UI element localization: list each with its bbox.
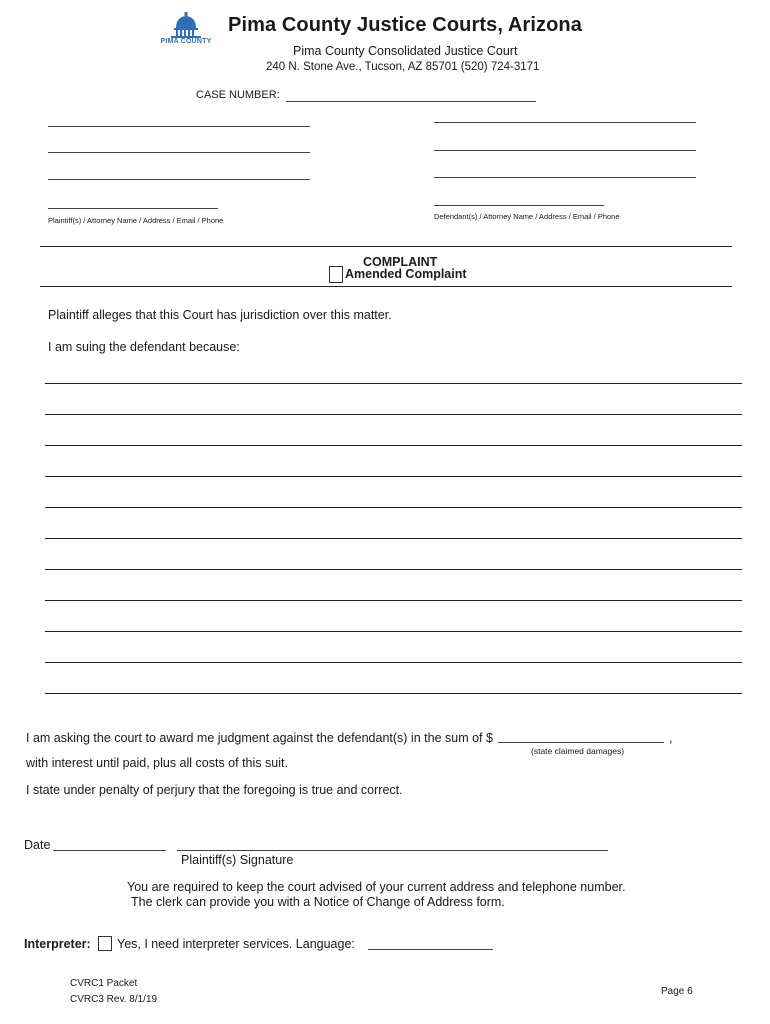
defendant-line-2[interactable] <box>434 150 696 151</box>
suing-statement: I am suing the defendant because: <box>48 340 240 354</box>
signature-field[interactable] <box>177 850 608 851</box>
amended-complaint-checkbox[interactable] <box>329 266 343 283</box>
plaintiff-line-3[interactable] <box>48 179 310 180</box>
case-number-field[interactable] <box>286 101 536 102</box>
reason-line-9[interactable] <box>45 631 742 632</box>
reason-line-5[interactable] <box>45 507 742 508</box>
address-notice-line-2: The clerk can provide you with a Notice of Change of Address form. <box>131 895 505 909</box>
reason-line-7[interactable] <box>45 569 742 570</box>
divider-top <box>40 246 732 247</box>
signature-caption: Plaintiff(s) Signature <box>181 853 294 867</box>
defendant-line-4[interactable] <box>434 205 604 206</box>
reason-line-4[interactable] <box>45 476 742 477</box>
case-number-label: CASE NUMBER: <box>196 89 280 101</box>
reason-line-8[interactable] <box>45 600 742 601</box>
page-title: Pima County Justice Courts, Arizona <box>228 14 582 36</box>
court-name: Pima County Consolidated Justice Court <box>293 44 518 58</box>
interest-statement: with interest until paid, plus all costs of this suit. <box>26 756 288 770</box>
defendant-line-1[interactable] <box>434 122 696 123</box>
defendant-line-3[interactable] <box>434 177 696 178</box>
reason-line-3[interactable] <box>45 445 742 446</box>
plaintiff-caption: Plaintiff(s) / Attorney Name / Address / Email / Phone <box>48 216 224 225</box>
award-statement: I am asking the court to award me judgment against the defendant(s) in the sum of $ <box>26 731 493 745</box>
interpreter-option: Yes, I need interpreter services. Language: <box>117 937 355 951</box>
footer-revision: CVRC3 Rev. 8/1/19 <box>70 994 158 1005</box>
date-field[interactable] <box>53 850 166 851</box>
interpreter-checkbox[interactable] <box>98 936 112 951</box>
date-label: Date <box>24 838 51 852</box>
reason-line-11[interactable] <box>45 693 742 694</box>
reason-line-2[interactable] <box>45 414 742 415</box>
divider-bottom <box>40 286 732 287</box>
reason-line-6[interactable] <box>45 538 742 539</box>
complaint-heading: COMPLAINT <box>363 255 438 269</box>
pima-county-logo <box>156 12 216 46</box>
address-notice-line-1: You are required to keep the court advised of your current address and telephone number. <box>127 880 626 894</box>
plaintiff-line-4[interactable] <box>48 208 218 209</box>
defendant-caption: Defendant(s) / Attorney Name / Address / Email / Phone <box>434 212 620 221</box>
footer-packet: CVRC1 Packet <box>70 978 138 989</box>
court-address: 240 N. Stone Ave., Tucson, AZ 85701 (520) 724-3171 <box>266 61 540 73</box>
interpreter-label: Interpreter: <box>24 937 91 951</box>
logo-text: PIMA COUNTY <box>160 38 212 45</box>
damages-caption: (state claimed damages) <box>531 746 625 756</box>
jurisdiction-statement: Plaintiff alleges that this Court has jurisdiction over this matter. <box>48 308 392 322</box>
damages-amount-field[interactable] <box>498 742 664 743</box>
language-field[interactable] <box>368 949 493 950</box>
award-comma: , <box>669 731 673 745</box>
reason-line-1[interactable] <box>45 383 742 384</box>
reason-line-10[interactable] <box>45 662 742 663</box>
page-number: Page 6 <box>661 986 693 997</box>
capitol-dome-icon <box>156 12 216 38</box>
plaintiff-line-2[interactable] <box>48 152 310 153</box>
perjury-statement: I state under penalty of perjury that the foregoing is true and correct. <box>26 783 403 797</box>
plaintiff-line-1[interactable] <box>48 126 310 127</box>
amended-complaint-label: Amended Complaint <box>345 267 467 281</box>
